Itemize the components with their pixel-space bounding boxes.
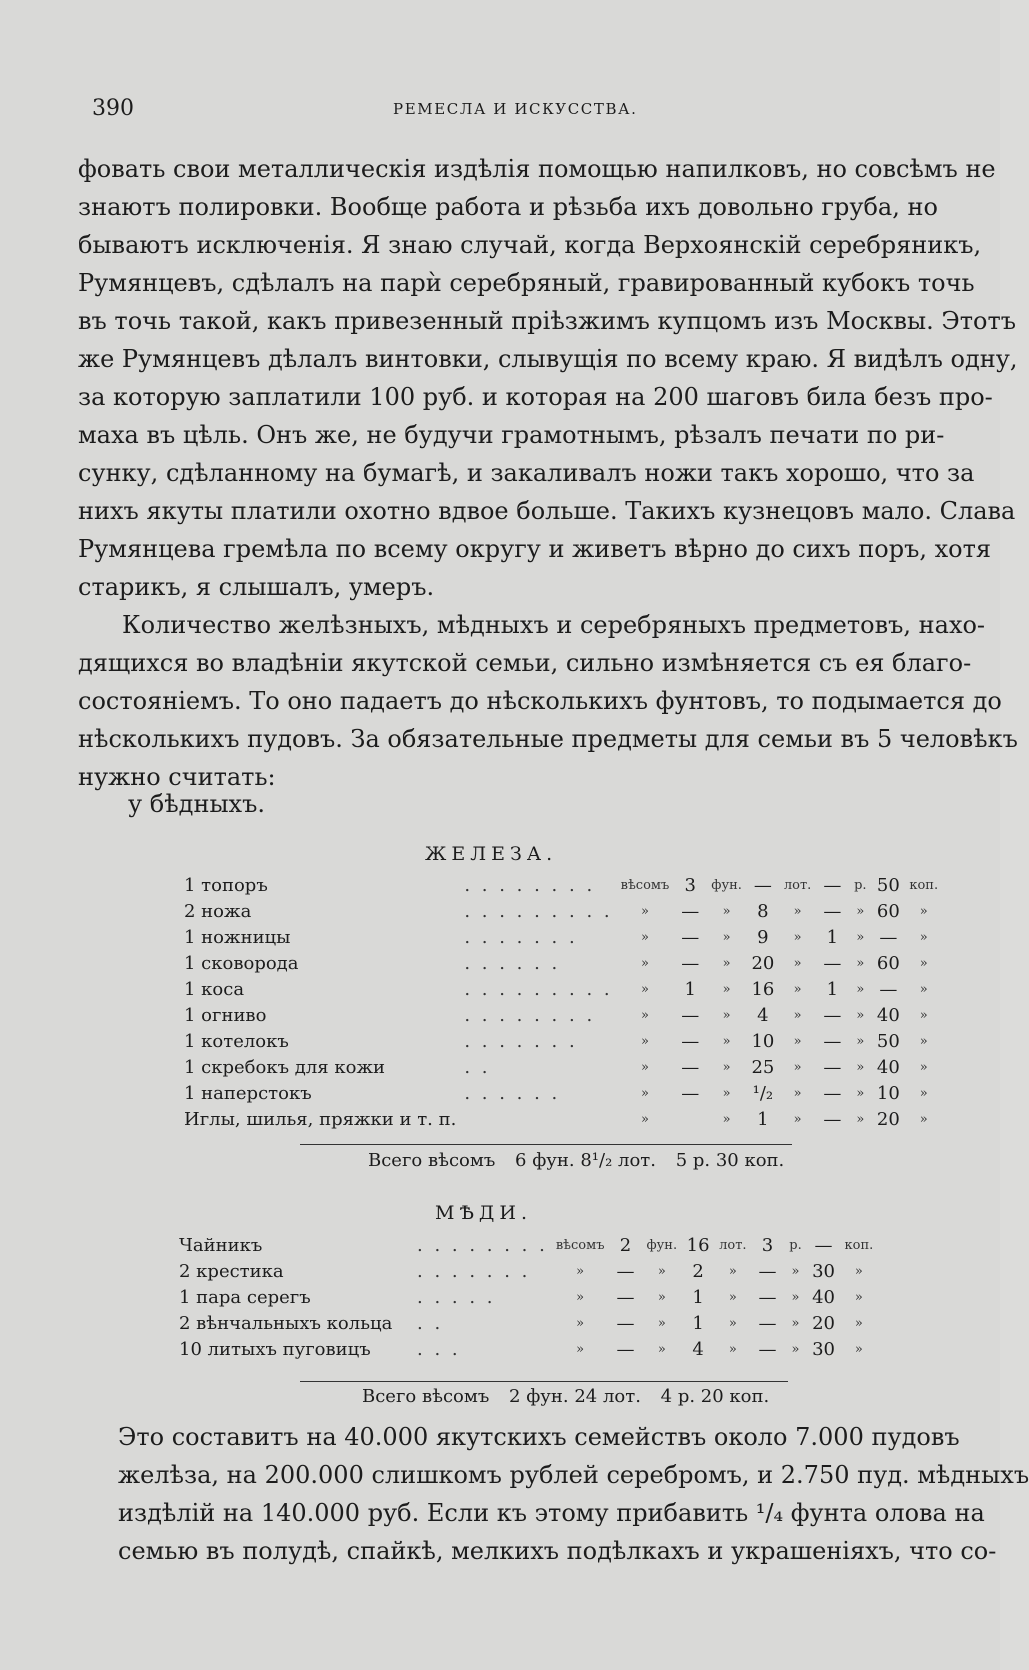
funt-value: — — [681, 1030, 700, 1052]
kopek-unit: » — [919, 1007, 928, 1023]
weight-marker: » — [640, 1059, 649, 1075]
ledger-row — [180, 1028, 942, 1054]
kopek-value: — — [879, 926, 898, 948]
iron-section-title: ЖЕЛЕЗА. — [425, 843, 558, 865]
kopek-value: 40 — [876, 1004, 900, 1026]
item-name: 1 пара серегъ — [179, 1286, 311, 1308]
weight-marker: » — [640, 1085, 649, 1101]
total-label: Всего вѣсомъ — [368, 1150, 496, 1171]
lot-value: ¹/₂ — [752, 1082, 774, 1104]
paragraph-1 — [78, 150, 1018, 606]
weight-marker: вѣсомъ — [620, 877, 670, 893]
copper-section-title: МѢДИ. — [435, 1202, 532, 1224]
funt-value — [673, 1106, 707, 1132]
kopek-value: 60 — [876, 900, 900, 922]
text-line: Румянцевъ, сдѣлалъ на парѝ серебряный, гравированный кубокъ точь — [78, 269, 975, 297]
weight-marker: » — [640, 1007, 649, 1023]
kopek-value: 20 — [876, 1108, 900, 1130]
item-name: 1 котелокъ — [184, 1030, 289, 1052]
kopek-value: 60 — [876, 952, 900, 974]
funt-unit: » — [722, 1059, 731, 1075]
weight-marker: » — [576, 1315, 585, 1331]
lot-unit: » — [728, 1289, 737, 1305]
text-line: Это составитъ на 40.000 якутскихъ семействъ около 7.000 пудовъ — [118, 1423, 960, 1451]
kopek-value: 40 — [876, 1056, 900, 1078]
funt-value: — — [616, 1312, 635, 1334]
kopek-unit: » — [854, 1263, 863, 1279]
lot-value: 4 — [757, 1004, 769, 1026]
kopek-unit: » — [919, 955, 928, 971]
kopek-unit: » — [919, 1033, 928, 1049]
text-line: семью въ полудѣ, спайкѣ, мелкихъ подѣлкахъ и украшеніяхъ, что со- — [118, 1537, 997, 1565]
ruble-unit: » — [856, 1059, 865, 1075]
dot-leader: . . . . . . . . — [464, 1004, 596, 1026]
ruble-value: — — [823, 1082, 842, 1104]
iron-total — [368, 1150, 798, 1171]
total-weight: 6 фун. 8¹/₂ лот. — [515, 1150, 656, 1171]
ruble-value: — — [758, 1260, 777, 1282]
kopek-unit: » — [919, 929, 928, 945]
lot-value: 25 — [751, 1056, 775, 1078]
funt-unit: » — [657, 1289, 666, 1305]
funt-unit: » — [722, 1007, 731, 1023]
funt-unit: » — [657, 1263, 666, 1279]
total-label: Всего вѣсомъ — [362, 1386, 490, 1407]
kopek-value: 10 — [876, 1082, 900, 1104]
lot-unit: » — [793, 903, 802, 919]
text-line: маха въ цѣль. Онъ же, не будучи грамотнымъ, рѣзалъ печати по ри- — [78, 421, 945, 449]
item-name: 2 крестика — [179, 1260, 284, 1282]
funt-value: — — [616, 1338, 635, 1360]
lot-unit: » — [793, 1111, 802, 1127]
kopek-value: 40 — [812, 1286, 835, 1308]
text-line: бываютъ исключенія. Я знаю случай, когда Верхоянскій серебряникъ, — [78, 231, 982, 259]
item-name: 1 коса — [184, 978, 245, 1000]
ruble-unit: » — [856, 1007, 865, 1023]
dot-leader: . . . . . . . — [464, 1030, 578, 1052]
ledger-row — [180, 924, 942, 950]
item-name: 1 скребокъ для кожи — [184, 1056, 386, 1078]
funt-value: — — [681, 952, 700, 974]
ledger-row — [175, 1336, 877, 1362]
dot-leader: . . . . . . . . . — [464, 978, 613, 1000]
lot-unit: » — [793, 1033, 802, 1049]
lead-in: у бѣдныхъ. — [128, 790, 265, 818]
ruble-value: — — [823, 1056, 842, 1078]
funt-unit: » — [722, 955, 731, 971]
weight-marker: » — [576, 1341, 585, 1357]
weight-marker: » — [640, 929, 649, 945]
lot-unit: » — [793, 955, 802, 971]
text-line: Румянцева гремѣла по всему округу и живетъ вѣрно до сихъ поръ, хотя — [78, 535, 992, 563]
funt-unit: » — [722, 981, 731, 997]
item-name: 1 топоръ — [184, 874, 268, 896]
text-line: въ точь такой, какъ привезенный пріѣзжимъ купцомъ изъ Москвы. Этотъ — [78, 307, 1017, 335]
funt-value: 2 — [619, 1234, 632, 1256]
ledger-row — [175, 1258, 877, 1284]
text-line: нѣсколькихъ пудовъ. За обязательные предметы для семьи въ 5 человѣкъ — [78, 725, 1018, 753]
ruble-unit: » — [856, 1111, 865, 1127]
weight-marker: » — [640, 955, 649, 971]
funt-unit: фун. — [711, 877, 742, 893]
kopek-value: — — [814, 1234, 833, 1256]
ledger-row — [180, 1002, 942, 1028]
funt-value: — — [681, 1082, 700, 1104]
text-line: состояніемъ. То оно падаетъ до нѣсколькихъ фунтовъ, то подымается до — [78, 687, 1002, 715]
ruble-value: 1 — [826, 978, 839, 1000]
dot-leader: . . . . . . . . — [464, 874, 596, 896]
body-text — [78, 150, 1018, 796]
item-name: Чайникъ — [179, 1234, 263, 1256]
ledger-row — [180, 898, 942, 924]
lot-value: 16 — [686, 1234, 710, 1256]
ledger-row — [180, 976, 942, 1002]
dot-leader: . . . . . . . . . — [464, 900, 613, 922]
weight-marker: » — [640, 1033, 649, 1049]
ruble-value: — — [758, 1338, 777, 1360]
lot-unit: » — [728, 1315, 737, 1331]
copper-table — [175, 1232, 877, 1362]
item-name: 1 сковорода — [184, 952, 299, 974]
lot-value: 4 — [692, 1338, 704, 1360]
ledger-row — [175, 1310, 877, 1336]
item-name: 10 литыхъ пуговицъ — [179, 1338, 371, 1360]
lot-unit: лот. — [719, 1237, 747, 1253]
item-name: 2 вѣнчальныхъ кольца — [179, 1312, 393, 1334]
lot-value: 1 — [692, 1286, 704, 1308]
total-money: 4 р. 20 коп. — [660, 1386, 770, 1407]
ledger-row — [175, 1284, 877, 1310]
funt-unit: » — [722, 1111, 731, 1127]
dot-leader: . . — [464, 1056, 491, 1078]
ruble-unit: » — [856, 955, 865, 971]
dot-leader: . . . — [417, 1338, 461, 1360]
kopek-unit: » — [919, 1111, 928, 1127]
lot-value: — — [753, 874, 772, 896]
copper-total-rule — [300, 1381, 788, 1382]
lot-unit: » — [793, 1085, 802, 1101]
text-line: фовать свои металлическія издѣлія помощью напилковъ, но совсѣмъ не — [78, 155, 996, 183]
iron-total-rule — [300, 1144, 792, 1145]
funt-value: — — [681, 1004, 700, 1026]
kopek-value: 50 — [876, 874, 900, 896]
funt-value: — — [681, 926, 700, 948]
ruble-unit: » — [856, 981, 865, 997]
funt-unit: » — [657, 1341, 666, 1357]
funt-value: — — [681, 900, 700, 922]
lot-unit: » — [793, 929, 802, 945]
lot-value: 20 — [751, 952, 775, 974]
total-money: 5 р. 30 коп. — [675, 1150, 785, 1171]
kopek-unit: коп. — [844, 1237, 874, 1253]
ledger-row — [180, 950, 942, 976]
dot-leader: . . . . . . . — [417, 1260, 531, 1282]
lot-unit: » — [728, 1341, 737, 1357]
ledger-row — [180, 1054, 942, 1080]
lot-value: 1 — [692, 1312, 704, 1334]
text-line: желѣза, на 200.000 слишкомъ рублей серебромъ, и 2.750 пуд. мѣдныхъ — [118, 1461, 1029, 1489]
weight-marker: » — [576, 1289, 585, 1305]
ledger-row — [180, 872, 942, 898]
ruble-unit: » — [791, 1315, 800, 1331]
ledger-row — [180, 1106, 942, 1132]
dot-leader: . . — [417, 1312, 444, 1334]
text-line: старикъ, я слышалъ, умеръ. — [78, 573, 435, 601]
funt-unit: » — [722, 1085, 731, 1101]
ruble-value: — — [823, 1030, 842, 1052]
ruble-unit: » — [791, 1289, 800, 1305]
iron-table — [180, 872, 942, 1132]
lot-value: 8 — [757, 900, 769, 922]
kopek-unit: » — [919, 981, 928, 997]
lot-value: 1 — [757, 1108, 769, 1130]
page-number: 390 — [92, 96, 134, 121]
ruble-unit: » — [791, 1341, 800, 1357]
kopek-unit: » — [854, 1341, 863, 1357]
item-name: Иглы, шилья, пряжки и т. п. — [184, 1108, 457, 1130]
kopek-unit: коп. — [909, 877, 939, 893]
ruble-unit: » — [856, 929, 865, 945]
lot-unit: » — [793, 981, 802, 997]
funt-unit: фун. — [646, 1237, 678, 1253]
lot-unit: » — [793, 1007, 802, 1023]
funt-value: 3 — [684, 874, 696, 896]
kopek-value: 30 — [812, 1260, 835, 1282]
funt-value: — — [616, 1286, 635, 1308]
funt-unit: » — [722, 929, 731, 945]
ruble-value: — — [823, 874, 842, 896]
text-line: знаютъ полировки. Вообще работа и рѣзьба ихъ довольно груба, но — [78, 193, 938, 221]
weight-marker: » — [576, 1263, 585, 1279]
kopek-value: 20 — [812, 1312, 835, 1334]
running-title: РЕМЕСЛА И ИСКУССТВА. — [393, 100, 638, 118]
item-name: 1 огниво — [184, 1004, 267, 1026]
funt-unit: » — [657, 1315, 666, 1331]
item-name: 1 наперстокъ — [184, 1082, 312, 1104]
ruble-unit: » — [856, 1033, 865, 1049]
running-header — [0, 96, 1000, 128]
text-line: издѣлій на 140.000 руб. Если къ этому прибавить ¹/₄ фунта олова на — [118, 1499, 985, 1527]
ruble-unit: » — [856, 903, 865, 919]
dot-leader: . . . . . . . — [464, 926, 578, 948]
text-line: нужно считать: — [78, 763, 276, 791]
item-name: 1 ножницы — [184, 926, 291, 948]
ruble-unit: р. — [789, 1237, 802, 1253]
dot-leader: . . . . . . — [464, 1082, 561, 1104]
text-line: дящихся во владѣніи якутской семьи, сильно измѣняется съ ея благо- — [78, 649, 972, 677]
ruble-value: — — [758, 1286, 777, 1308]
lot-unit: » — [728, 1263, 737, 1279]
text-line: же Румянцевъ дѣлалъ винтовки, слывущія по всему краю. Я видѣлъ одну, — [78, 345, 1018, 373]
ruble-value: 1 — [826, 926, 839, 948]
ruble-value: 3 — [761, 1234, 774, 1256]
text-line: за которую заплатили 100 руб. и которая на 200 шаговъ била безъ про- — [78, 383, 993, 411]
ruble-unit: р. — [854, 877, 867, 893]
dot-leader: . . . . . — [417, 1286, 496, 1308]
ruble-value: — — [758, 1312, 777, 1334]
copper-table-body — [175, 1232, 877, 1362]
copper-total — [362, 1386, 783, 1407]
kopek-unit: » — [854, 1289, 863, 1305]
funt-unit: » — [722, 1033, 731, 1049]
ruble-value: — — [823, 952, 842, 974]
weight-marker: вѣсомъ — [555, 1237, 605, 1253]
lot-value: 10 — [751, 1030, 775, 1052]
lot-unit: » — [793, 1059, 802, 1075]
paragraph-2 — [78, 606, 1018, 796]
kopek-unit: » — [854, 1315, 863, 1331]
funt-value: — — [616, 1260, 635, 1282]
dot-leader: . . . . . . — [464, 952, 561, 974]
lot-unit: лот. — [783, 877, 812, 893]
funt-unit: » — [722, 903, 731, 919]
iron-table-body — [180, 872, 942, 1132]
paragraph-3 — [118, 1418, 1029, 1570]
ledger-row — [175, 1232, 877, 1258]
dot-leader — [460, 1106, 616, 1132]
text-line: нихъ якуты платили охотно вдвое больше. Такихъ кузнецовъ мало. Слава — [78, 497, 1016, 525]
weight-marker: » — [640, 903, 649, 919]
ruble-unit: » — [791, 1263, 800, 1279]
kopek-value: — — [879, 978, 898, 1000]
dot-leader: . . . . . . . . — [417, 1234, 548, 1256]
funt-value: — — [681, 1056, 700, 1078]
lot-value: 16 — [751, 978, 775, 1000]
weight-marker: » — [640, 1111, 649, 1127]
ruble-value: — — [823, 1004, 842, 1026]
kopek-unit: » — [919, 1059, 928, 1075]
ruble-value: — — [823, 1108, 842, 1130]
lot-value: 2 — [692, 1260, 704, 1282]
kopek-unit: » — [919, 1085, 928, 1101]
lot-value: 9 — [757, 926, 769, 948]
weight-marker: » — [640, 981, 649, 997]
kopek-value: 50 — [876, 1030, 900, 1052]
ledger-row — [180, 1080, 942, 1106]
funt-value: 1 — [684, 978, 696, 1000]
kopek-unit: » — [919, 903, 928, 919]
item-name: 2 ножа — [184, 900, 252, 922]
text-line: Количество желѣзныхъ, мѣдныхъ и серебряныхъ предметовъ, нахо- — [122, 611, 986, 639]
total-weight: 2 фун. 24 лот. — [509, 1386, 641, 1407]
ruble-value: — — [823, 900, 842, 922]
ruble-unit: » — [856, 1085, 865, 1101]
text-line: сунку, сдѣланному на бумагѣ, и закаливалъ ножи такъ хорошо, что за — [78, 459, 975, 487]
kopek-value: 30 — [812, 1338, 835, 1360]
